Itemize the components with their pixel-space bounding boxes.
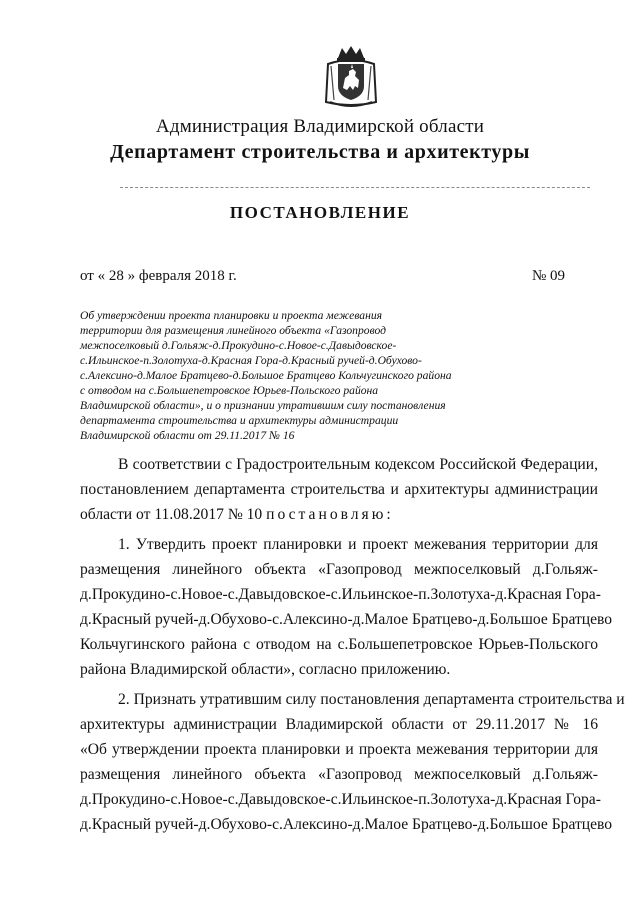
subject-line: территории для размещения линейного объекта «Газопровод (80, 324, 386, 337)
paragraph-line: «Об утверждении проекта планировки и проекта межевания территории для (80, 741, 598, 758)
subject-line: департамента строительства и архитектуры администрации (80, 414, 399, 427)
subject-line: Владимирской области», и о признании утратившим силу постановления (80, 399, 446, 412)
vladimir-coat-of-arms-icon (322, 44, 380, 110)
paragraph-line (80, 502, 598, 527)
preamble-prefix: области от 11.08.2017 № 10 (80, 506, 267, 523)
subject-line: Об утверждении проекта планировки и проекта межевания (80, 309, 383, 322)
document-type-title: ПОСТАНОВЛЕНИЕ (229, 203, 411, 222)
paragraph-line: размещения линейного объекта «Газопровод межпоселковый д.Гольяж- (80, 561, 598, 578)
paragraph-line: В соответствии с Градостроительным кодексом Российской Федерации, (118, 456, 598, 473)
subject-line: межпоселковый д.Гольяж-д.Прокудино-с.Новое-с.Давыдовское- (80, 339, 397, 352)
paragraph-line: д.Красный ручей-д.Обухово-с.Алексино-д.Малое Братцево-д.Большое Братцево (80, 816, 613, 833)
subject-line: с.Алексино-д.Малое Братцево-д.Большое Братцево Кольчугинского района (80, 369, 452, 382)
document-date: от « 28 » февраля 2018 г. (80, 268, 237, 284)
administration-name: Администрация Владимирской области (155, 116, 485, 137)
subject-line: Владимирской области от 29.11.2017 № 16 (80, 429, 295, 442)
paragraph-line: д.Прокудино-с.Новое-с.Давыдовское-с.Ильинское-п.Золотуха-д.Красная Гора- (80, 586, 601, 603)
paragraph-line: д.Красный ручей-д.Обухово-с.Алексино-д.Малое Братцево-д.Большое Братцево (80, 611, 613, 628)
paragraph-line: архитектуры администрации Владимирской области от 29.11.2017 № 16 (80, 716, 598, 733)
subject-line: с отводом на с.Большепетровское Юрьев-Польского района (80, 384, 379, 397)
item-2-paragraph (80, 687, 625, 837)
paragraph-line: 1. Утвердить проект планировки и проект межевания территории для (118, 536, 598, 553)
document-number: № 09 (532, 268, 566, 284)
header-separator (120, 187, 590, 188)
subject-line: с.Ильинское-п.Золотуха-д.Красная Гора-д.Красный ручей-д.Обухово- (80, 354, 422, 367)
paragraph-line: размещения линейного объекта «Газопровод межпоселковый д.Гольяж- (80, 766, 598, 783)
document-subject (80, 308, 490, 443)
paragraph-line: района Владимирской области», согласно приложению. (80, 661, 451, 678)
item-1-paragraph (80, 532, 613, 682)
department-name: Департамент строительства и архитектуры (110, 141, 530, 163)
preamble-paragraph (80, 452, 598, 527)
paragraph-line: д.Прокудино-с.Новое-с.Давыдовское-с.Ильинское-п.Золотуха-д.Красная Гора- (80, 791, 601, 808)
paragraph-line: постановлением департамента строительства и архитектуры администрации (80, 481, 598, 498)
decree-word: постановляю: (266, 506, 394, 523)
paragraph-line: 2. Признать утратившим силу постановления департамента строительства и (118, 691, 625, 708)
paragraph-line: Кольчугинского района с отводом на с.Большепетровское Юрьев-Польского (80, 636, 598, 653)
